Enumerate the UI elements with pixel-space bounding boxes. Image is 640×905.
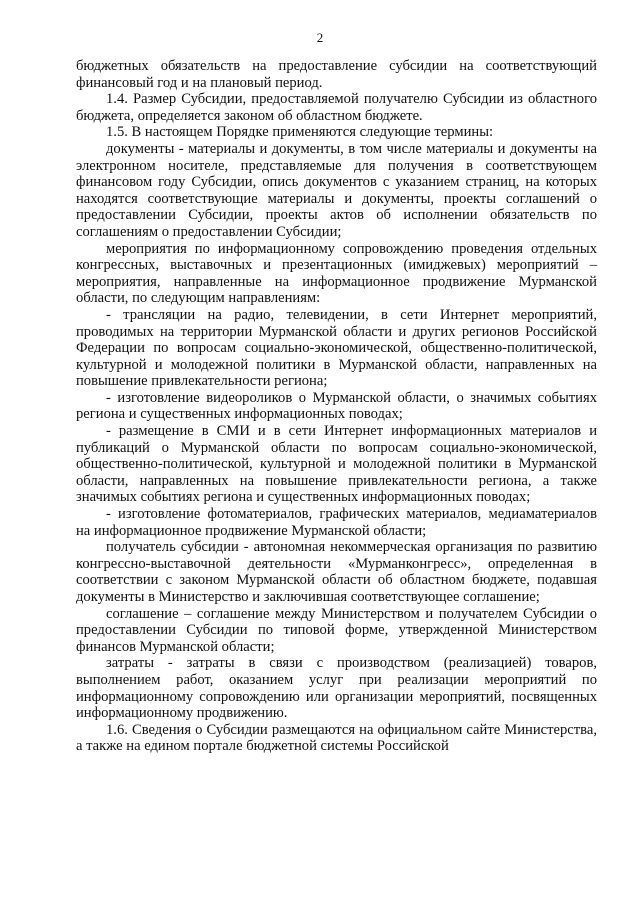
term-costs: затраты - затраты в связи с производством (реализацией) товаров, выполнением работ, оказанием услуг при реализации мероприятий по информационному сопровождению или организации мероприятий, посвященных информационному продвижению. bbox=[76, 655, 597, 722]
term-agreement: соглашение – соглашение между Министерством и получателем Субсидии о предоставлении Субсидии по типовой форме, утвержденной Министерством финансов Мурманской области; bbox=[76, 605, 597, 655]
paragraph-1-6: 1.6. Сведения о Субсидии размещаются на официальном сайте Министерства, а также на едином портале бюджетной системы Российской bbox=[76, 721, 597, 755]
term-events: мероприятия по информационному сопровождению проведения отдельных конгрессных, выставочных и презентационных (имиджевых) мероприятий – мероприятия, направленные на информационное продвижение Мурманской области, по следующим направлениям: bbox=[76, 240, 597, 307]
list-item-media-placement: - размещение в СМИ и в сети Интернет информационных материалов и публикаций о Мурманской области по вопросам социально-экономической, общественно-политической, культурной и молодежной политики в Мурманской области, направленных на повышение привлекательности региона, а также значимых событиях региона и существенных информационных поводах; bbox=[76, 423, 597, 506]
paragraph-1-4: 1.4. Размер Субсидии, предоставляемой получателю Субсидии из областного бюджета, определяется законом об областном бюджете. bbox=[76, 91, 597, 124]
term-documents: документы - материалы и документы, в том числе материалы и документы на электронном носителе, представляемые для получения в соответствующем финансовом году Субсидии, опись документов с указанием страниц, на которых находятся соответствующие материалы и документы, проекты соглашений о предоставлении Субсидии, проекты актов об исполнении обязательств по соглашениям о предоставлении Субсидии; bbox=[76, 140, 597, 240]
list-item-videos: - изготовление видеороликов о Мурманской области, о значимых событиях региона и существенных информационных поводах; bbox=[76, 389, 597, 423]
page-number: 2 bbox=[316, 30, 324, 45]
list-item-broadcasts: - трансляции на радио, телевидении, в сети Интернет мероприятий, проводимых на территории Мурманской области и других регионов Российской Федерации по вопросам социально-экономической, общественно-политической, культурной и молодежной политики в Мурманской области, направленных на повышение привлекательности региона; bbox=[76, 306, 597, 390]
term-recipient: получатель субсидии - автономная некоммерческая организация по развитию конгрессно-выставочной деятельности «Мурманконгресс», определенная в соответствии с законом Мурманской области об областном бюджете, подавшая документы в Министерство и заключившая соответствующее соглашение; bbox=[76, 539, 597, 605]
document-body bbox=[76, 58, 597, 755]
list-item-photo-materials: - изготовление фотоматериалов, графических материалов, медиаматериалов на информационное продвижение Мурманской области; bbox=[76, 506, 597, 539]
paragraph: бюджетных обязательств на предоставление субсидии на соответствующий финансовый год и на плановый период. bbox=[76, 58, 597, 91]
paragraph-1-5: 1.5. В настоящем Порядке применяются следующие термины: bbox=[106, 124, 494, 141]
